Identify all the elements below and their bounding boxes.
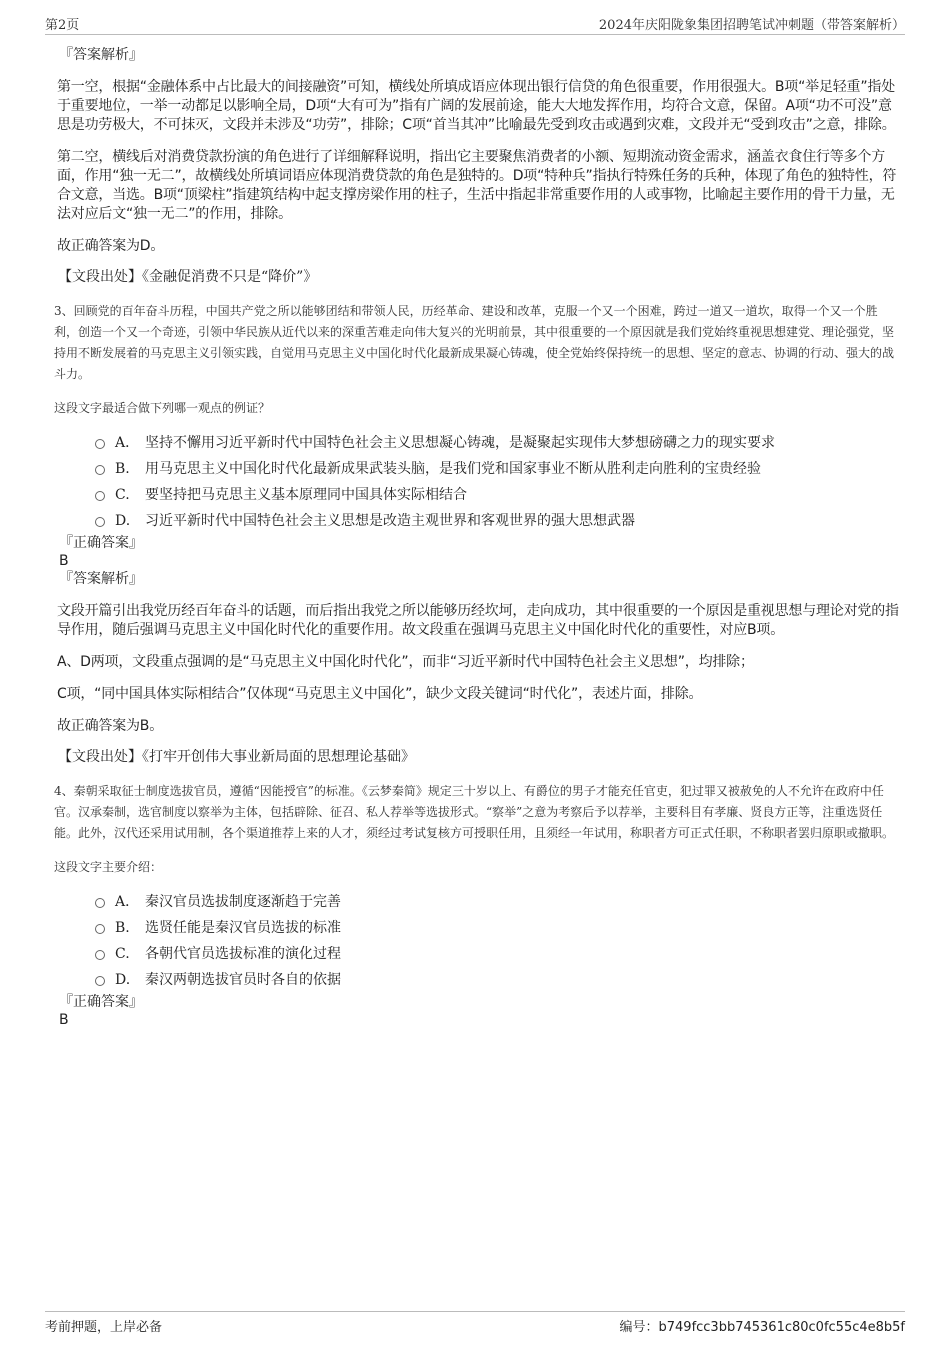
correct-answer-label: 『正确答案』 (59, 994, 143, 1010)
q2-source: 【文段出处】《金融促消费不只是“降价”》 (58, 269, 318, 285)
q3-prompt: 这段文字最适合做下列哪一观点的例证？ (54, 401, 271, 415)
option-letter: A． (115, 894, 140, 910)
page-footer (45, 1311, 905, 1335)
option-text: 秦汉官员选拔制度逐渐趋于完善 (145, 894, 341, 910)
option-text: 坚持不懈用习近平新时代中国特色社会主义思想凝心铸魂，是凝聚起实现伟大梦想磅礴之力的现实要求 (145, 435, 775, 451)
radio-button[interactable] (95, 950, 105, 960)
correct-answer-label: 『正确答案』 (59, 535, 143, 551)
q3-conclusion: 故正确答案为B。 (57, 718, 164, 734)
option-text: 选贤任能是秦汉官员选拔的标准 (145, 920, 341, 936)
option-letter: B. (115, 920, 130, 936)
option-letter: B. (115, 461, 130, 477)
radio-button[interactable] (95, 976, 105, 986)
radio-button[interactable] (95, 924, 105, 934)
q3-analysis-paragraph-1: 文段开篇引出我党历经百年奋斗的话题，而后指出我党之所以能够历经坎坷，走向成功，其中很重要的一个原因是重视思想与理论对党的指导作用，随后强调马克思主义中国化时代化的重要作用。故文段重在强调马克思主义中国化时代化的重要性，对应B项。 (57, 603, 899, 638)
q2-conclusion: 故正确答案为D。 (57, 238, 165, 254)
q3-analysis-paragraph-2: A、D两项，文段重点强调的是“马克思主义中国化时代化”，而非“习近平新时代中国特色社会主义思想”，均排除； (57, 654, 754, 670)
option-text: 习近平新时代中国特色社会主义思想是改造主观世界和客观世界的强大思想武器 (145, 513, 635, 529)
q2-analysis-paragraph-1: 第一空，根据“金融体系中占比最大的间接融资”可知，横线处所填成语应体现出银行信贷的角色很重要，作用很强大。B项“举足轻重”指处于重要地位，一举一动都足以影响全局，D项“大有可为”指有广阔的发展前途，能大大地发挥作用，均符合文意，保留。A项“功不可没”意思是功劳极大，不可抹灭，文段并未涉及“功劳”，排除；C项“首当其冲”比喻最先受到攻击或遇到灾难，文段并无“受到攻击”之意，排除。 (57, 79, 896, 133)
q3-source: 【文段出处】《打牢开创伟大事业新局面的思想理论基础》 (58, 749, 415, 765)
analysis-label: 『答案解析』 (59, 571, 143, 587)
q4-option-b[interactable] (95, 915, 900, 941)
radio-button[interactable] (95, 439, 105, 449)
radio-button[interactable] (95, 517, 105, 527)
q4-passage: 4、秦朝采取征士制度选拔官员，遵循“因能授官”的标准。《云梦秦简》规定三十岁以上、有爵位的男子才能充任官吏，犯过罪又被赦免的人不允许在政府中任官。汉承秦制，选官制度以察举为主体，包括辟除、征召、私人荐举等选拔形式。“察举”之意为考察后予以荐举，主要科目有孝廉、贤良方正等，注重选贤任能。此外，汉代还采用试用制，各个渠道推荐上来的人才，须经过考试复核方可授职任用，且须经一年试用，称职者方可正式任职，不称职者罢归原职或撤职。 (54, 784, 895, 840)
q3-correct-answer: B (59, 553, 69, 569)
option-letter: A． (115, 435, 140, 451)
option-letter: D. (115, 513, 131, 529)
option-letter: D. (115, 972, 131, 988)
footer-slogan: 考前押题，上岸必备 (45, 1320, 163, 1335)
analysis-label: 『答案解析』 (59, 47, 143, 63)
option-text: 用马克思主义中国化时代化最新成果武装头脑，是我们党和国家事业不断从胜利走向胜利的宝贵经验 (145, 461, 761, 477)
option-letter: C. (115, 487, 130, 503)
page-header (45, 14, 905, 35)
q3-option-b[interactable] (95, 456, 900, 482)
q3-analysis-paragraph-3: C项，“同中国具体实际相结合”仅体现“马克思主义中国化”，缺少文段关键词“时代化”，表述片面，排除。 (57, 686, 703, 702)
page-number: 第2页 (45, 18, 80, 33)
radio-button[interactable] (95, 491, 105, 501)
document-body (55, 46, 900, 1029)
radio-button[interactable] (95, 898, 105, 908)
q3-option-d[interactable] (95, 508, 900, 534)
q3-option-a[interactable] (95, 430, 900, 456)
option-text: 秦汉两朝选拔官员时各自的依据 (145, 972, 341, 988)
option-letter: C. (115, 946, 130, 962)
option-text: 各朝代官员选拔标准的演化过程 (145, 946, 341, 962)
document-id: 编号：b749fcc3bb745361c80c0fc55c4e8b5f (619, 1320, 905, 1335)
q4-options (95, 889, 900, 993)
q4-correct-answer: B (59, 1012, 69, 1028)
q4-prompt: 这段文字主要介绍： (54, 860, 163, 874)
option-text: 要坚持把马克思主义基本原理同中国具体实际相结合 (145, 487, 467, 503)
q3-option-c[interactable] (95, 482, 900, 508)
q4-option-a[interactable] (95, 889, 900, 915)
radio-button[interactable] (95, 465, 105, 475)
document-title: 2024年庆阳陇象集团招聘笔试冲刺题（带答案解析） (598, 18, 905, 33)
q3-options (95, 430, 900, 534)
q3-passage: 3、回顾党的百年奋斗历程，中国共产党之所以能够团结和带领人民，历经革命、建设和改革，克服一个又一个困难，跨过一道又一道坎，取得一个又一个胜利，创造一个又一个奇迹，引领中华民族从近代以来的深重苦难走向伟大复兴的光明前景，其中很重要的一个原因就是我们党始终重视思想建党、理论强党，坚持用不断发展着的马克思主义引领实践，自觉用马克思主义中国化时代化最新成果凝心铸魂，使全党始终保持统一的思想、坚定的意志、协调的行动、强大的战斗力。 (54, 304, 895, 381)
q2-analysis-paragraph-2: 第二空，横线后对消费贷款扮演的角色进行了详细解释说明，指出它主要聚焦消费者的小额、短期流动资金需求，涵盖衣食住行等多个方面，作用“独一无二”，故横线处所填词语应体现消费贷款的角色是独特的。D项“特种兵”指执行特殊任务的兵种，体现了角色的独特性，符合文意，当选。B项“顶梁柱”指建筑结构中起支撑房梁作用的柱子，生活中指起非常重要作用的人或事物，比喻起主要作用的骨干力量，无法对应后文“独一无二”的作用，排除。 (57, 149, 897, 222)
q4-option-c[interactable] (95, 941, 900, 967)
q4-option-d[interactable] (95, 967, 900, 993)
